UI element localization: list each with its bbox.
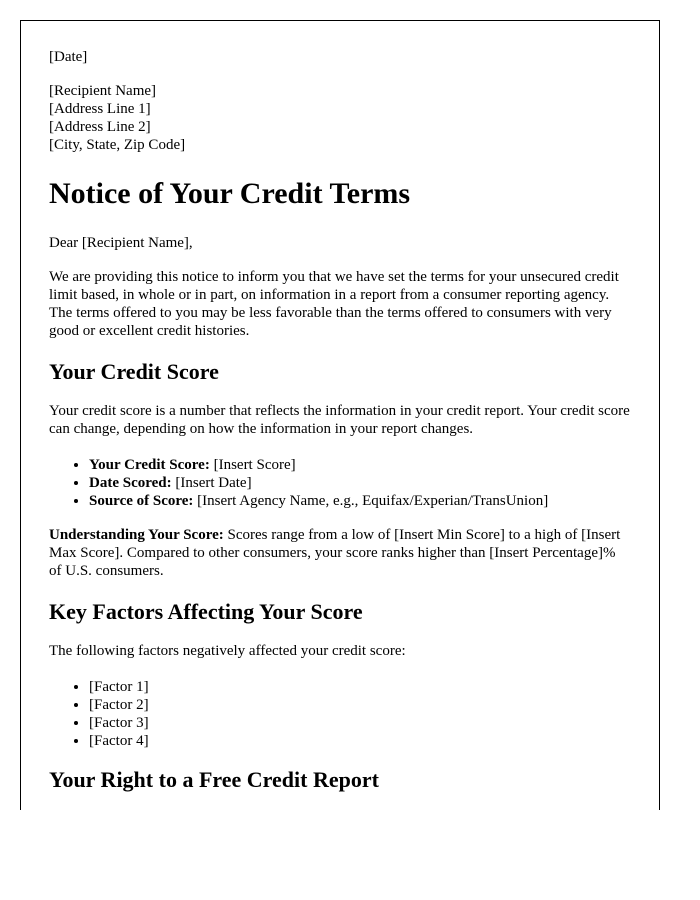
letter-date: [Date] <box>49 49 88 65</box>
recipient-address-line-1: [Address Line 1] <box>49 101 151 117</box>
list-item <box>89 474 631 492</box>
key-factors-heading: Key Factors Affecting Your Score <box>49 599 363 624</box>
credit-score-value: [Insert Score] <box>213 457 296 473</box>
list-item <box>89 492 631 510</box>
score-source-value: [Insert Agency Name, e.g., Equifax/Experian/TransUnion] <box>197 493 549 509</box>
intro-paragraph: We are providing this notice to inform you that we have set the terms for your unsecured credit limit based, in whole or in part, on information in a report from a consumer reporting agency. The terms offered to you may be less favorable than the terms offered to consumers with very good or excellent credit histories. <box>49 269 619 339</box>
list-item: • [Factor 2] <box>89 696 631 714</box>
key-factors-intro: The following factors negatively affected your credit score: <box>49 643 406 659</box>
credit-score-description: Your credit score is a number that reflects the information in your credit report. Your credit score can change, depending on how the information in your report changes. <box>49 403 630 437</box>
date-scored-label: Date Scored: <box>89 475 172 491</box>
list-item: • [Factor 4] <box>89 732 631 750</box>
credit-score-label: Your Credit Score: <box>89 457 210 473</box>
recipient-name: [Recipient Name] <box>49 83 157 99</box>
list-item <box>89 456 631 474</box>
list-item: • [Factor 1] <box>89 678 631 696</box>
letter-greeting: Dear [Recipient Name], <box>49 235 193 251</box>
understanding-score-text: Scores range from a low of [Insert Min Score] to a high of [Insert Max Score]. Compared to other consumers, your score ranks higher than [Insert Percentage]% of U.S. consumers. <box>49 527 621 579</box>
credit-score-heading: Your Credit Score <box>49 359 219 384</box>
recipient-address <box>49 82 631 154</box>
letter-content <box>21 21 659 794</box>
date-scored-value: [Insert Date] <box>175 475 252 491</box>
credit-score-details-list <box>49 456 631 510</box>
recipient-address-line-2: [Address Line 2] <box>49 119 151 135</box>
recipient-city-state-zip: [City, State, Zip Code] <box>49 137 186 153</box>
key-factors-list <box>49 678 631 750</box>
free-report-heading: Your Right to a Free Credit Report <box>49 767 379 792</box>
score-source-label: Source of Score: <box>89 493 194 509</box>
letter-title: Notice of Your Credit Terms <box>49 177 411 210</box>
letter-page <box>20 20 660 810</box>
understanding-score-paragraph <box>49 526 631 580</box>
list-item: • [Factor 3] <box>89 714 631 732</box>
understanding-score-label: Understanding Your Score: <box>49 527 224 543</box>
